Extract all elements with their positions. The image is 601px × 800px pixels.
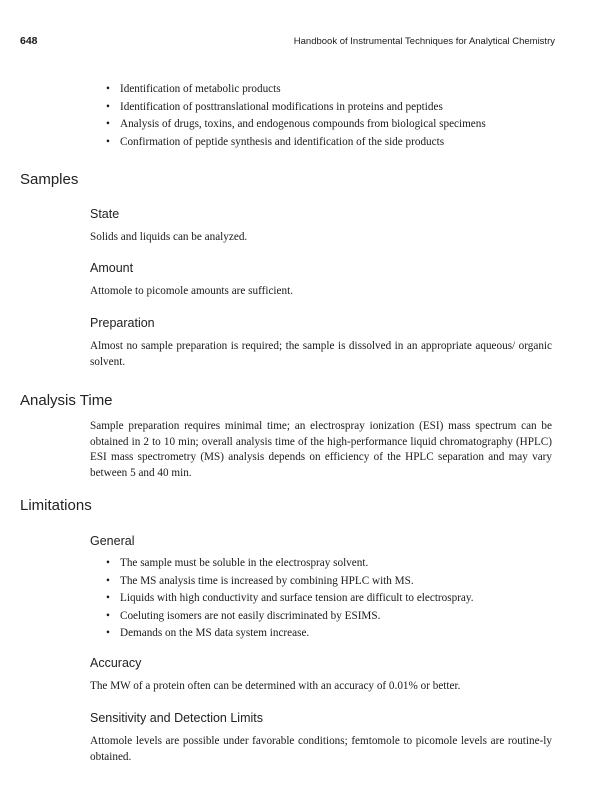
analysis-time-text: Sample preparation requires minimal time; an electrospray ionization (ESI) mass spectrum can be obtained in 2 to 10 min; overall analysis time of the high-performance liquid chromatography (HPLC) ESI mass spectrometry (MS) analysis depends on efficiency of the HPLC separation and may vary between 5 and 40 min. (90, 420, 552, 479)
list-item: • Liquids with high conductivity and surface tension are difficult to electrospray. (106, 590, 566, 608)
list-item: • Demands on the MS data system increase. (106, 625, 566, 643)
list-item: • Identification of posttranslational modifications in proteins and peptides (106, 99, 566, 117)
limitations-heading: Limitations (20, 497, 92, 514)
samples-heading: Samples (20, 171, 79, 188)
page-number: 648 (20, 35, 38, 47)
list-item: • Confirmation of peptide synthesis and identification of the side products (106, 134, 566, 152)
state-text: Solids and liquids can be analyzed. (90, 231, 248, 243)
list-item: • Analysis of drugs, toxins, and endogenous compounds from biological specimens (106, 116, 566, 134)
amount-text: Attomole to picomole amounts are sufficient. (90, 285, 293, 297)
list-item: • The sample must be soluble in the electrospray solvent. (106, 555, 566, 573)
accuracy-heading: Accuracy (90, 656, 142, 670)
general-heading: General (90, 534, 135, 548)
preparation-text: Almost no sample preparation is required; the sample is dissolved in an appropriate aqueous/ organic solvent. (90, 340, 552, 368)
amount-heading: Amount (90, 261, 134, 275)
state-heading: State (90, 207, 120, 221)
preparation-heading: Preparation (90, 316, 155, 330)
sensitivity-heading: Sensitivity and Detection Limits (90, 711, 263, 725)
list-item: • The MS analysis time is increased by combining HPLC with MS. (106, 573, 566, 591)
accuracy-text: The MW of a protein often can be determined with an accuracy of 0.01% or better. (90, 680, 461, 692)
intro-bullet-list (106, 81, 566, 151)
list-item: • Identification of metabolic products (106, 81, 566, 99)
analysis-time-heading: Analysis Time (20, 392, 113, 409)
sensitivity-text: Attomole levels are possible under favorable conditions; femtomole to picomole levels are routine-ly obtained. (90, 735, 552, 763)
list-item: • Coeluting isomers are not easily discriminated by ESIMS. (106, 608, 566, 626)
general-bullet-list (106, 555, 566, 643)
running-title: Handbook of Instrumental Techniques for Analytical Chemistry (293, 36, 555, 47)
